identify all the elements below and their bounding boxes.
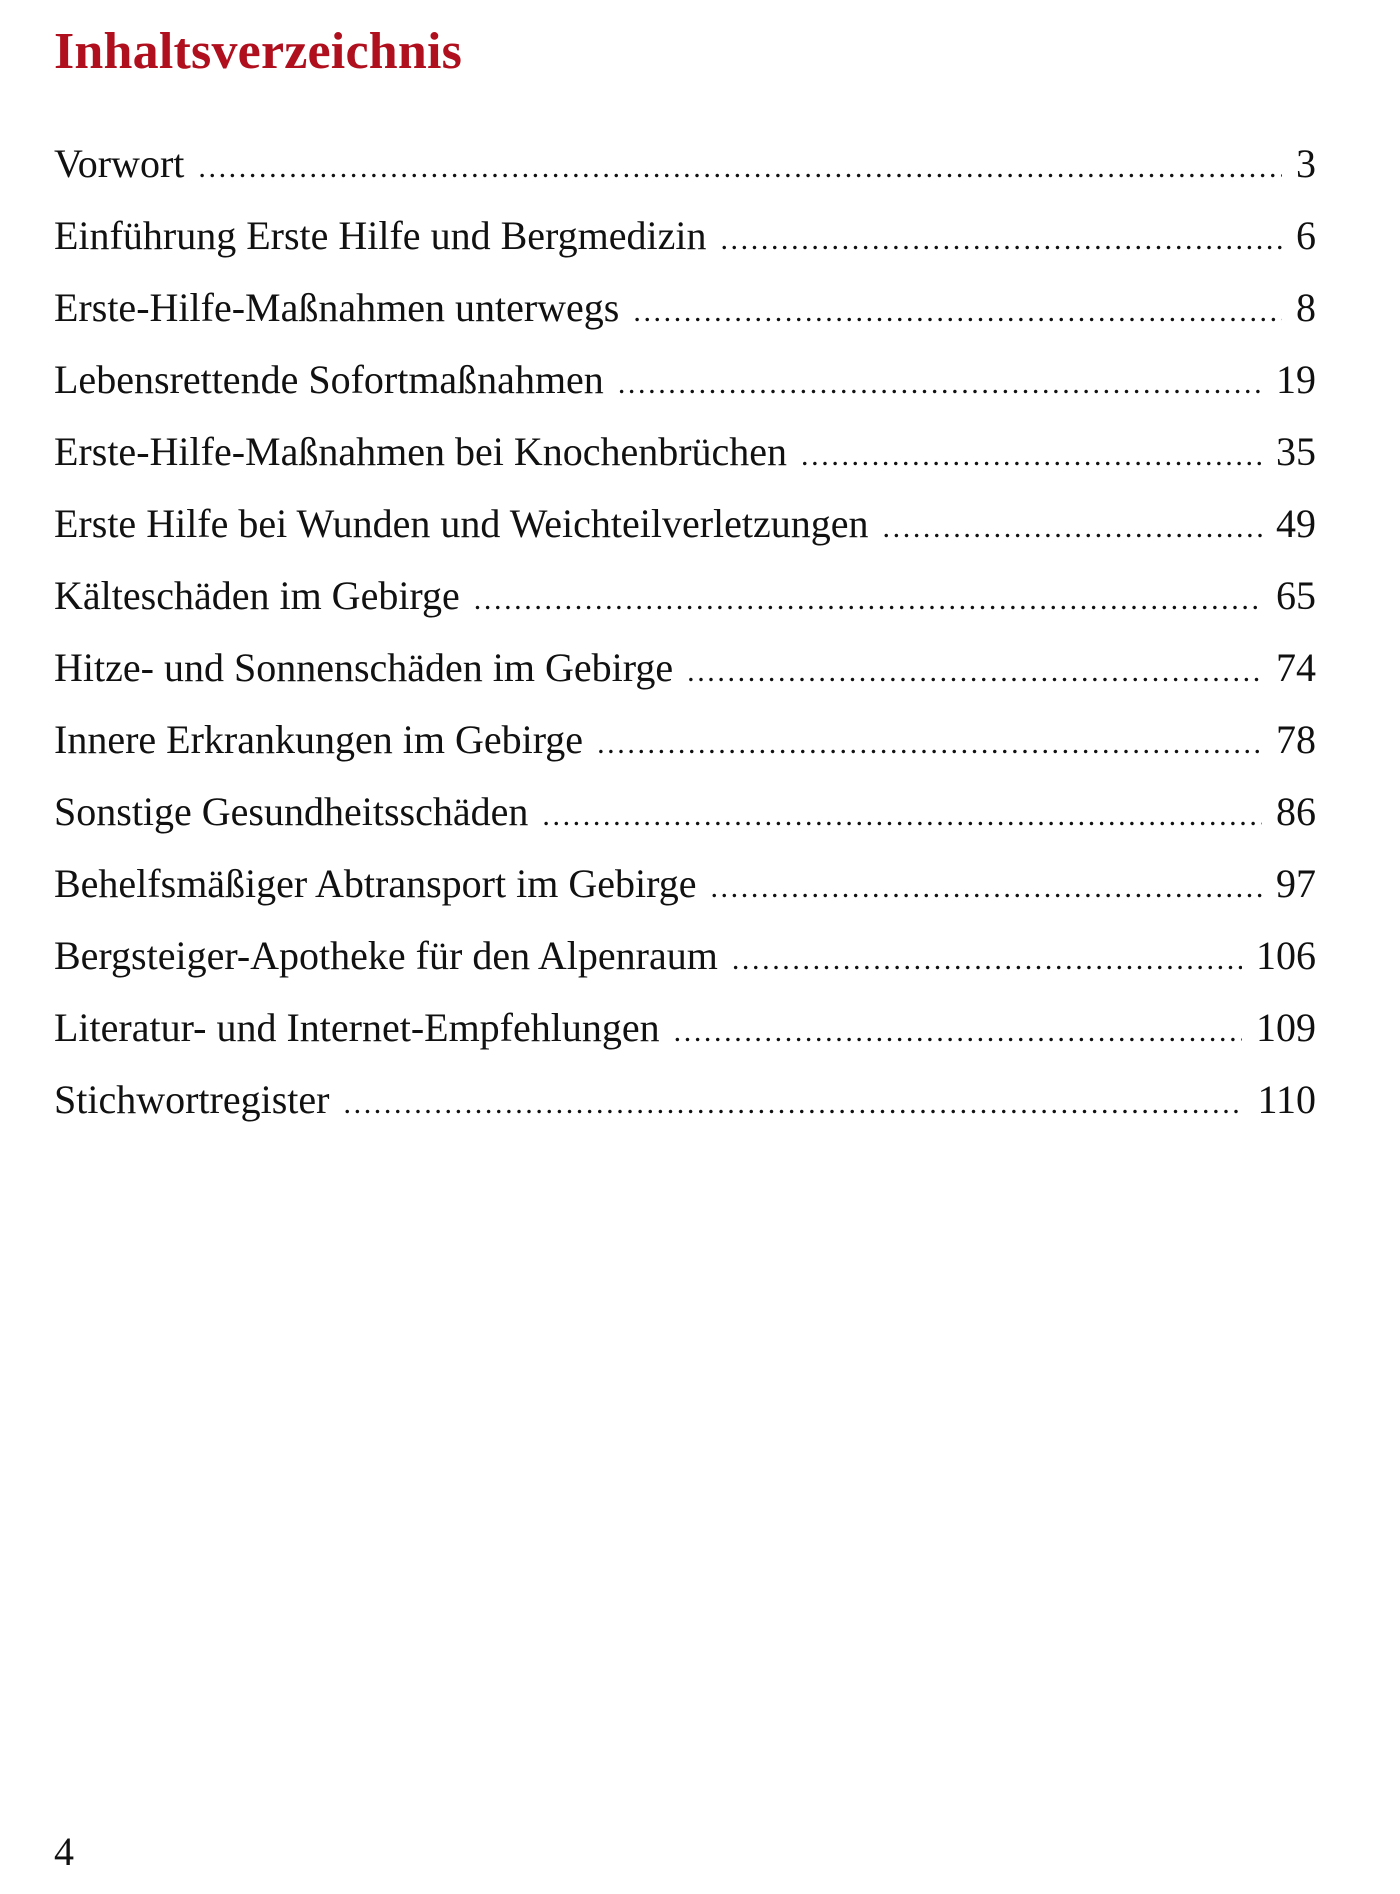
dot-leader — [801, 428, 1262, 484]
toc-entry[interactable] — [54, 856, 1316, 928]
toc-entry-page: 19 — [1276, 357, 1316, 402]
toc-entry[interactable] — [54, 712, 1316, 784]
toc-entry-page: 49 — [1276, 501, 1316, 546]
toc-entry-label: Hitze- und Sonnenschäden im Gebirge — [54, 645, 674, 690]
toc-entry[interactable] — [54, 136, 1316, 208]
toc-entry-label: Kälteschäden im Gebirge — [54, 573, 460, 618]
toc-entry[interactable] — [54, 424, 1316, 496]
toc-entry-page: 109 — [1256, 1005, 1316, 1050]
toc-entry-label: Bergsteiger-Apotheke für den Alpenraum — [54, 933, 718, 978]
page-title: Inhaltsverzeichnis — [54, 23, 463, 80]
toc-entry-page: 65 — [1276, 573, 1316, 618]
toc-entry-page: 78 — [1276, 717, 1316, 762]
toc-entry-label: Sonstige Gesundheitsschäden — [54, 789, 529, 834]
dot-leader — [720, 212, 1282, 268]
toc-entry[interactable] — [54, 1000, 1316, 1072]
dot-leader — [732, 932, 1242, 988]
toc-entry-label: Innere Erkrankungen im Gebirge — [54, 717, 584, 762]
toc-entry-page: 106 — [1256, 933, 1316, 978]
page-number: 4 — [54, 1829, 74, 1874]
toc-entry-label: Literatur- und Internet-Empfehlungen — [54, 1005, 660, 1050]
toc-entry-page: 74 — [1276, 645, 1316, 690]
dot-leader — [344, 1076, 1244, 1132]
toc-entry-label: Lebensrettende Sofortmaßnahmen — [54, 357, 604, 402]
toc-entry-page: 97 — [1276, 861, 1316, 906]
toc-entry[interactable] — [54, 568, 1316, 640]
toc-entry-page: 8 — [1296, 285, 1316, 330]
dot-leader — [542, 788, 1262, 844]
toc-entry-label: Erste-Hilfe-Maßnahmen unterwegs — [54, 285, 620, 330]
toc-entry[interactable] — [54, 640, 1316, 712]
toc-entry-label: Behelfsmäßiger Abtransport im Gebirge — [54, 861, 697, 906]
dot-leader — [674, 1004, 1242, 1060]
toc-entry-page: 86 — [1276, 789, 1316, 834]
toc-entry[interactable] — [54, 280, 1316, 352]
toc-entry-page: 110 — [1257, 1077, 1316, 1122]
dot-leader — [883, 500, 1262, 556]
table-of-contents — [54, 136, 1316, 1144]
toc-entry[interactable] — [54, 208, 1316, 280]
dot-leader — [198, 140, 1282, 196]
toc-entry[interactable] — [54, 496, 1316, 568]
toc-entry-page: 35 — [1276, 429, 1316, 474]
toc-entry-label: Erste Hilfe bei Wunden und Weichteilverletzungen — [54, 501, 869, 546]
dot-leader — [633, 284, 1282, 340]
toc-entry[interactable] — [54, 1072, 1316, 1144]
toc-entry-page: 3 — [1296, 141, 1316, 186]
toc-entry[interactable] — [54, 784, 1316, 856]
toc-entry-label: Vorwort — [54, 141, 185, 186]
dot-leader — [710, 860, 1262, 916]
toc-entry[interactable] — [54, 352, 1316, 424]
toc-entry[interactable] — [54, 928, 1316, 1000]
dot-leader — [618, 356, 1262, 412]
dot-leader — [474, 572, 1262, 628]
toc-entry-label: Stichwortregister — [54, 1077, 330, 1122]
toc-entry-label: Erste-Hilfe-Maßnahmen bei Knochenbrüchen — [54, 429, 788, 474]
toc-entry-label: Einführung Erste Hilfe und Bergmedizin — [54, 213, 707, 258]
toc-entry-page: 6 — [1296, 213, 1316, 258]
dot-leader — [687, 644, 1262, 700]
dot-leader — [597, 716, 1262, 772]
